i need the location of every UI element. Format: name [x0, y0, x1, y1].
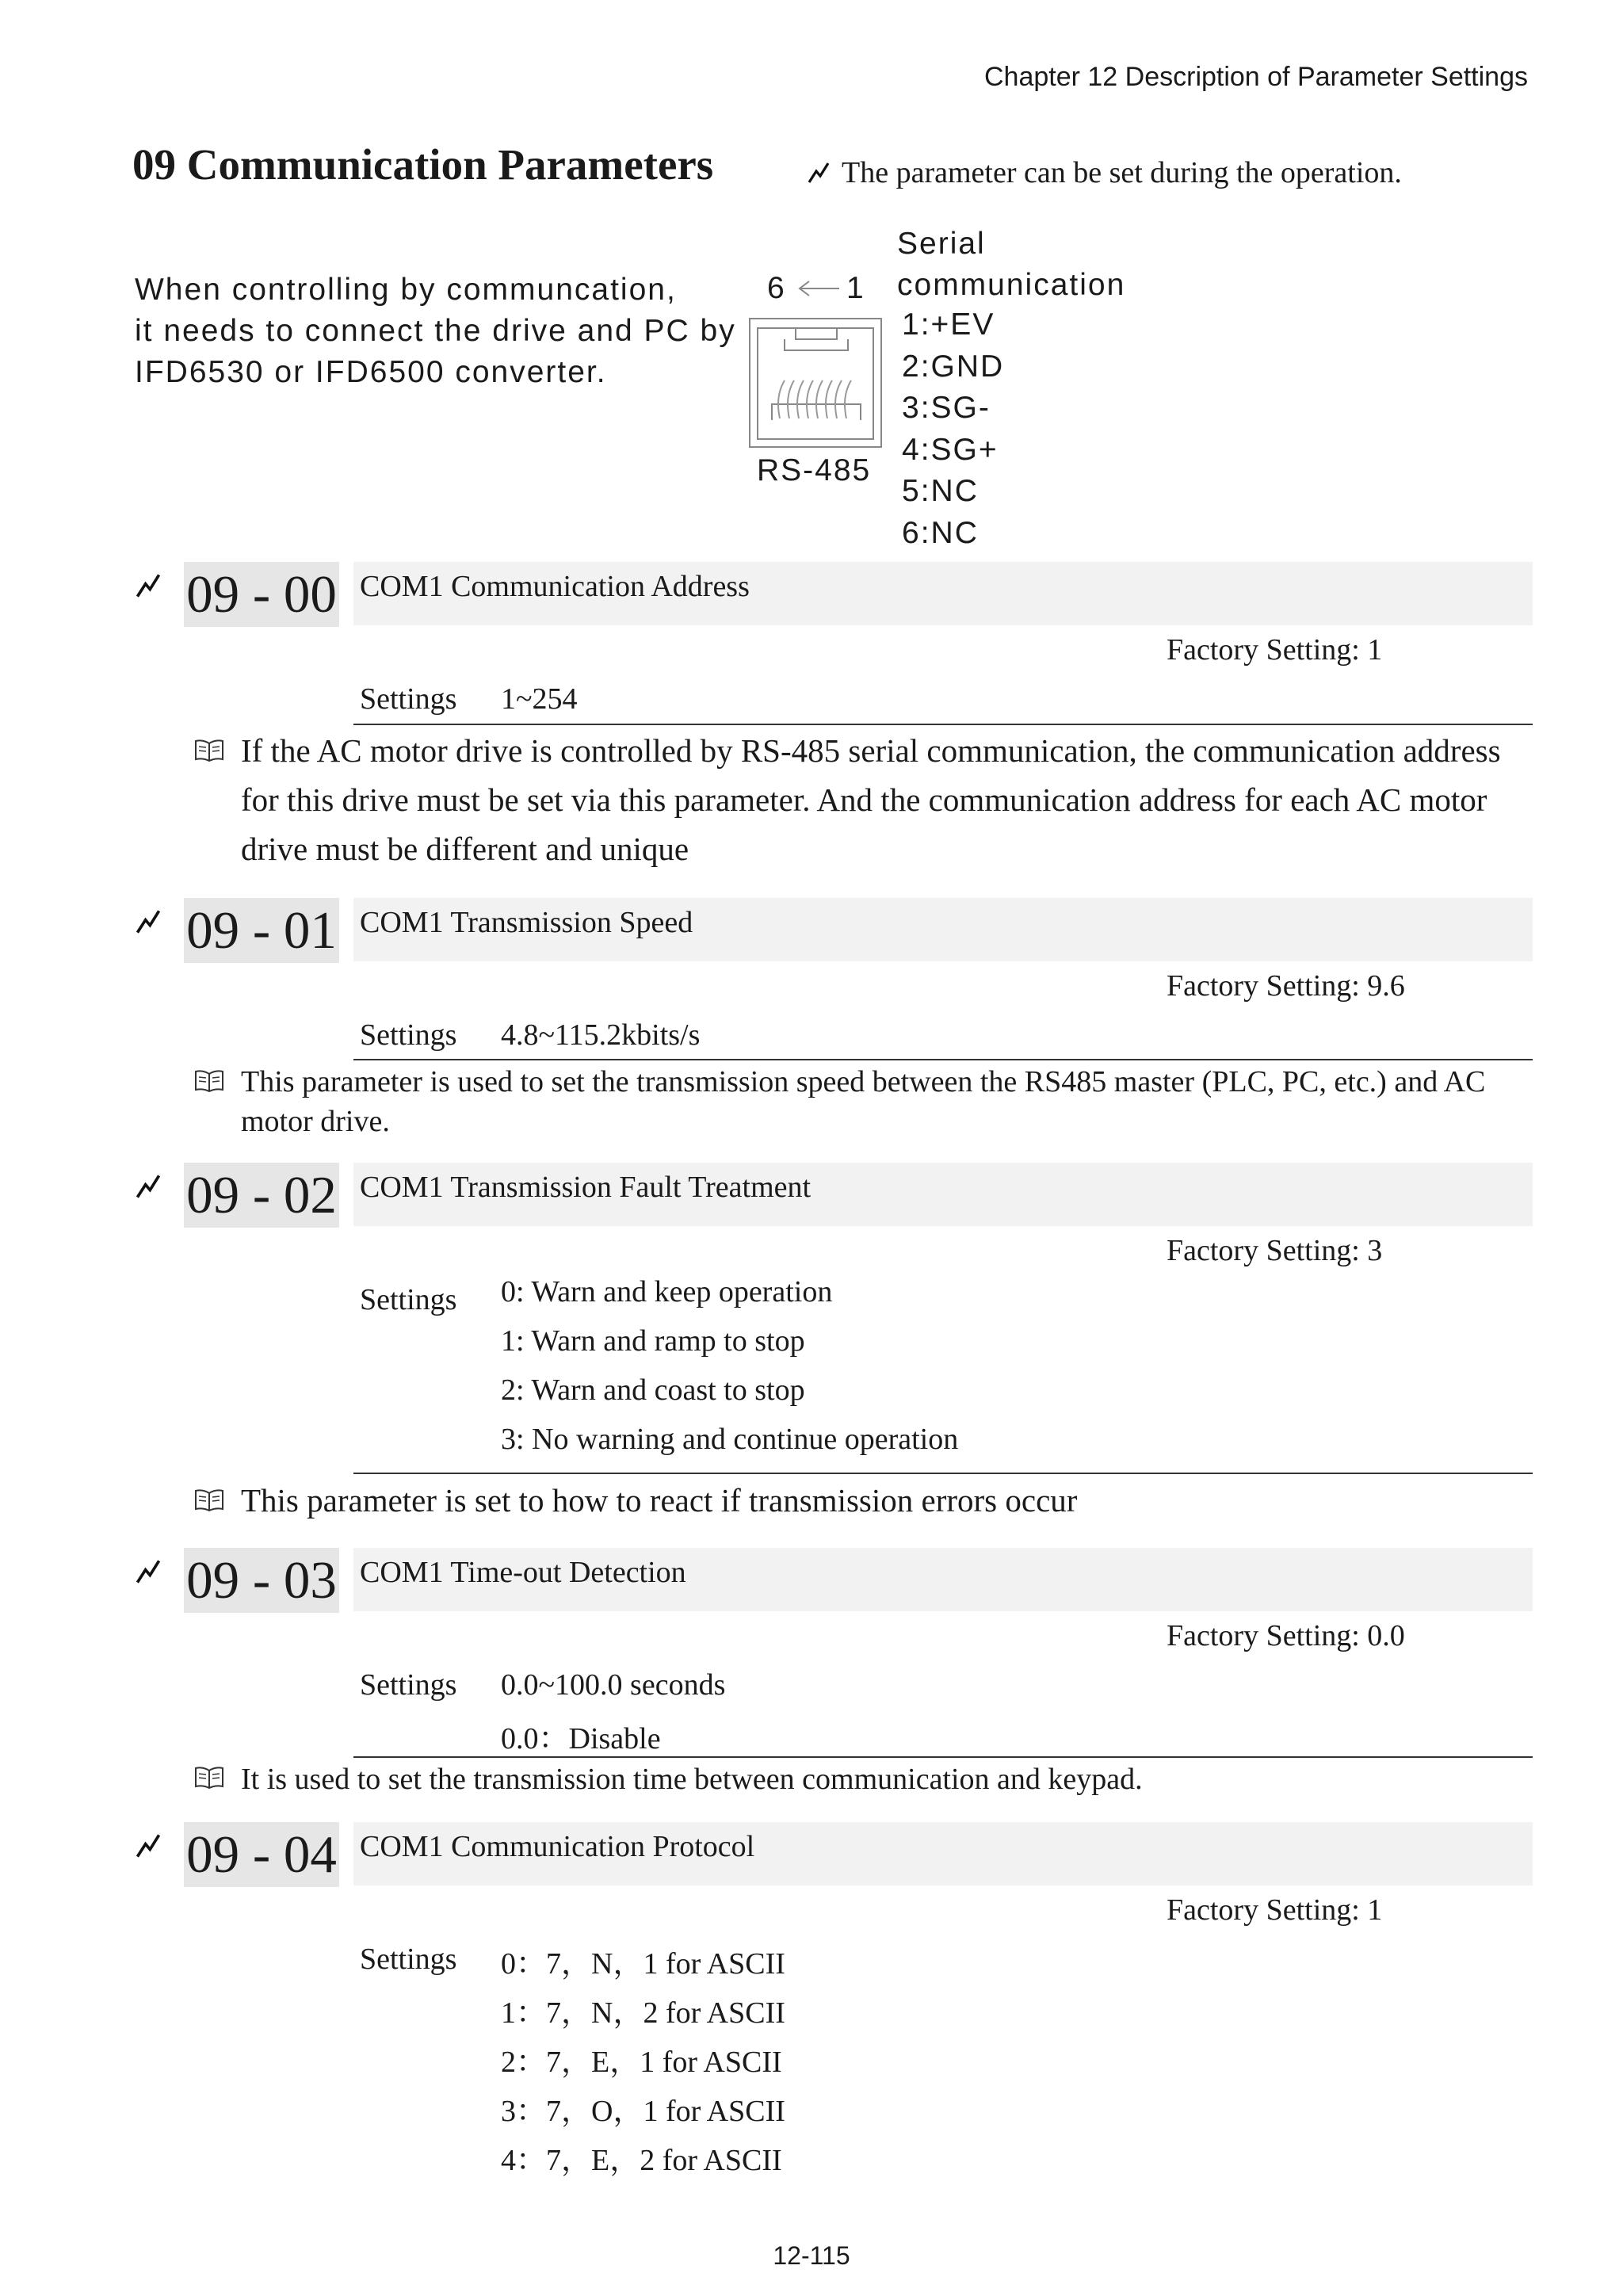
settings-value: 0.0~100.0 seconds: [501, 1668, 726, 1702]
param-note: This parameter is set to how to react if transmission errors occur: [241, 1482, 1078, 1519]
settings-value: 1~254: [501, 682, 578, 716]
settings-label: Settings: [360, 682, 457, 716]
pin-item: 1:+EV: [902, 308, 995, 342]
pin-item: 2:GND: [902, 349, 1005, 384]
intro-line: When controlling by communcation,: [135, 273, 677, 307]
factory-setting: Factory Setting: 3: [1167, 1234, 1383, 1267]
param-id: 09 - 02: [184, 1163, 339, 1228]
param-name: COM1 Communication Protocol: [360, 1830, 755, 1863]
divider: [353, 1059, 1533, 1060]
pin-item: 4:SG+: [902, 432, 999, 467]
settings-value: 1: Warn and ramp to stop: [501, 1324, 805, 1358]
pin-item: 6:NC: [902, 515, 979, 550]
connector-title-line: communication: [897, 268, 1126, 302]
settings-label: Settings: [360, 1018, 457, 1052]
connector-title-line: Serial: [897, 227, 986, 261]
param-id: 09 - 00: [184, 562, 339, 627]
param-id: 09 - 03: [184, 1548, 339, 1613]
divider: [353, 1756, 1533, 1758]
param-name: COM1 Communication Address: [360, 570, 750, 603]
book-icon: [194, 1069, 224, 1093]
section-title: 09 Communication Parameters: [132, 140, 714, 189]
factory-setting: Factory Setting: 9.6: [1167, 969, 1405, 1003]
editable-during-operation-icon: [135, 572, 162, 599]
rj45-port-icon: [748, 317, 884, 450]
chapter-header: Chapter 12 Description of Parameter Settings: [983, 62, 1528, 92]
connector-title: [897, 223, 1125, 306]
page-number: 12-115: [773, 2241, 850, 2270]
editable-during-operation-icon: [135, 1832, 162, 1859]
param-note: This parameter is used to set the transmission speed between the RS485 master (PLC, PC, etc.) and AC motor drive.: [241, 1065, 1486, 1138]
legend: [807, 155, 1402, 190]
settings-value: 4.8~115.2kbits/s: [501, 1018, 701, 1052]
pin-item: 3:SG-: [902, 391, 991, 425]
settings-value: 0：7，N，1 for ASCII: [501, 1947, 785, 1981]
param-id: 09 - 01: [184, 898, 339, 963]
param-name: COM1 Transmission Speed: [360, 906, 693, 939]
book-icon: [194, 739, 224, 762]
editable-during-operation-icon: [135, 908, 162, 935]
param-name: COM1 Transmission Fault Treatment: [360, 1171, 812, 1204]
settings-value: 2：7，E，1 for ASCII: [501, 2046, 782, 2079]
settings-label: Settings: [360, 1283, 457, 1316]
editable-during-operation-icon: [135, 1558, 162, 1585]
intro-line: it needs to connect the drive and PC by: [135, 314, 736, 348]
settings-value: 0: Warn and keep operation: [501, 1275, 833, 1308]
legend-text: The parameter can be set during the operation.: [842, 156, 1402, 189]
settings-value: 2: Warn and coast to stop: [501, 1373, 805, 1407]
editable-during-operation-icon: [807, 161, 831, 185]
settings-value: 1：7，N，2 for ASCII: [501, 1996, 785, 2030]
settings-label: Settings: [360, 1943, 457, 1976]
param-note: It is used to set the transmission time between communication and keypad.: [241, 1763, 1143, 1796]
settings-value: 0.0：Disable: [501, 1722, 661, 1755]
settings-value: 3: No warning and continue operation: [501, 1423, 959, 1456]
intro-text: [135, 269, 736, 393]
book-icon: [194, 1766, 224, 1790]
book-icon: [194, 1488, 224, 1512]
param-note: If the AC motor drive is controlled by RS-485 serial communication, the communication address for this drive must be set via this parameter. And the communication address for each AC motor drive must be different and unique: [241, 732, 1501, 867]
settings-value: 3：7，O，1 for ASCII: [501, 2095, 785, 2128]
factory-setting: Factory Setting: 1: [1167, 1893, 1383, 1927]
settings-label: Settings: [360, 1668, 457, 1702]
intro-line: IFD6530 or IFD6500 converter.: [135, 355, 607, 389]
pin-item: 5:NC: [902, 474, 979, 508]
param-name: COM1 Time-out Detection: [360, 1556, 686, 1589]
connector-label: RS-485: [757, 453, 872, 487]
pin-list: [902, 304, 1004, 554]
pin-label-left: 6: [767, 271, 785, 305]
settings-value: 4：7，E，2 for ASCII: [501, 2144, 782, 2177]
pin-label-right: 1: [846, 271, 864, 305]
editable-during-operation-icon: [135, 1173, 162, 1200]
divider: [353, 1473, 1533, 1474]
factory-setting: Factory Setting: 1: [1167, 633, 1383, 667]
param-id: 09 - 04: [184, 1822, 339, 1887]
divider: [353, 724, 1533, 725]
factory-setting: Factory Setting: 0.0: [1167, 1619, 1405, 1652]
arrow-left-icon: [795, 279, 842, 298]
